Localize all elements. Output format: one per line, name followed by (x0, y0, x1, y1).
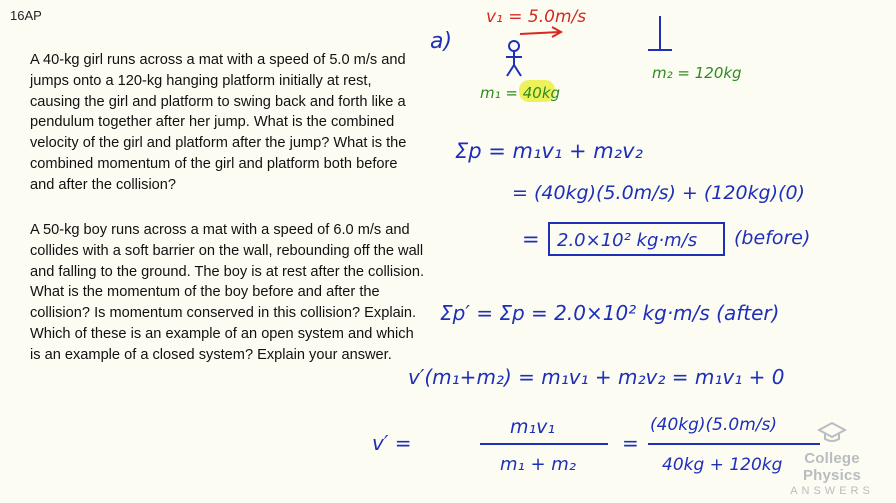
eq-result-value: 2.0×10² kg·m/s (557, 230, 698, 251)
eq-final-num1: m₁v₁ (510, 416, 555, 438)
velocity-arrow-icon (520, 27, 561, 37)
velocity-label: v₁ = 5.0m/s (486, 7, 587, 27)
hanging-platform-icon (648, 16, 672, 50)
eq-result-equals: = (522, 227, 540, 251)
problem-text-1: A 40-kg girl runs across a mat with a speed of 5.0 m/s and jumps onto a 120-kg hanging platform initially at rest, causing the girl and platform to swing back and forth like a pendulum together after her jump. What is the combined velocity of the girl and platform after the jump? What is the combined momentum of the girl and platform both before and after the collision? (30, 52, 407, 193)
eq-final-num2: (40kg)(5.0m/s) (650, 415, 777, 435)
college-physics-logo (782, 421, 882, 497)
logo-subtext: ANSWERS (790, 485, 874, 497)
girl-stick-figure-icon (506, 41, 522, 76)
eq-total-momentum: Σp = m₁v₁ + m₂v₂ (455, 139, 643, 163)
m1-label: m₁ = 40kg (480, 84, 561, 102)
problem-text-2: A 50-kg boy runs across a mat with a speed of 6.0 m/s and collides with a soft barrier on the wall, rebounding off the wall and falling to the ground. The boy is at rest after the collision. What is the momentum of the boy before and after the collision? Is momentum conserved in this collision? Explain. Which of these is an example of an open system and which is an example of a closed system? Explain your answer. (30, 222, 424, 363)
eq-substitution: = (40kg)(5.0m/s) + (120kg)(0) (512, 182, 805, 204)
eq-final-equals: = (622, 431, 639, 455)
part-label: a) (430, 29, 453, 54)
eq-final-lhs: v′ = (372, 431, 412, 455)
m2-label: m₂ = 120kg (652, 64, 742, 82)
eq-result-note: (before) (734, 227, 811, 249)
problem-id: 16AP (10, 8, 42, 23)
eq-velocity-setup: v′(m₁+m₂) = m₁v₁ + m₂v₂ = m₁v₁ + 0 (408, 365, 785, 389)
eq-final-den1: m₁ + m₂ (500, 454, 577, 475)
eq-final-den2: 40kg + 120kg (662, 455, 783, 475)
graduation-cap-icon (817, 421, 847, 445)
logo-text: College Physics (802, 450, 862, 484)
eq-momentum-after: Σp′ = Σp = 2.0×10² kg·m/s (after) (440, 301, 780, 325)
